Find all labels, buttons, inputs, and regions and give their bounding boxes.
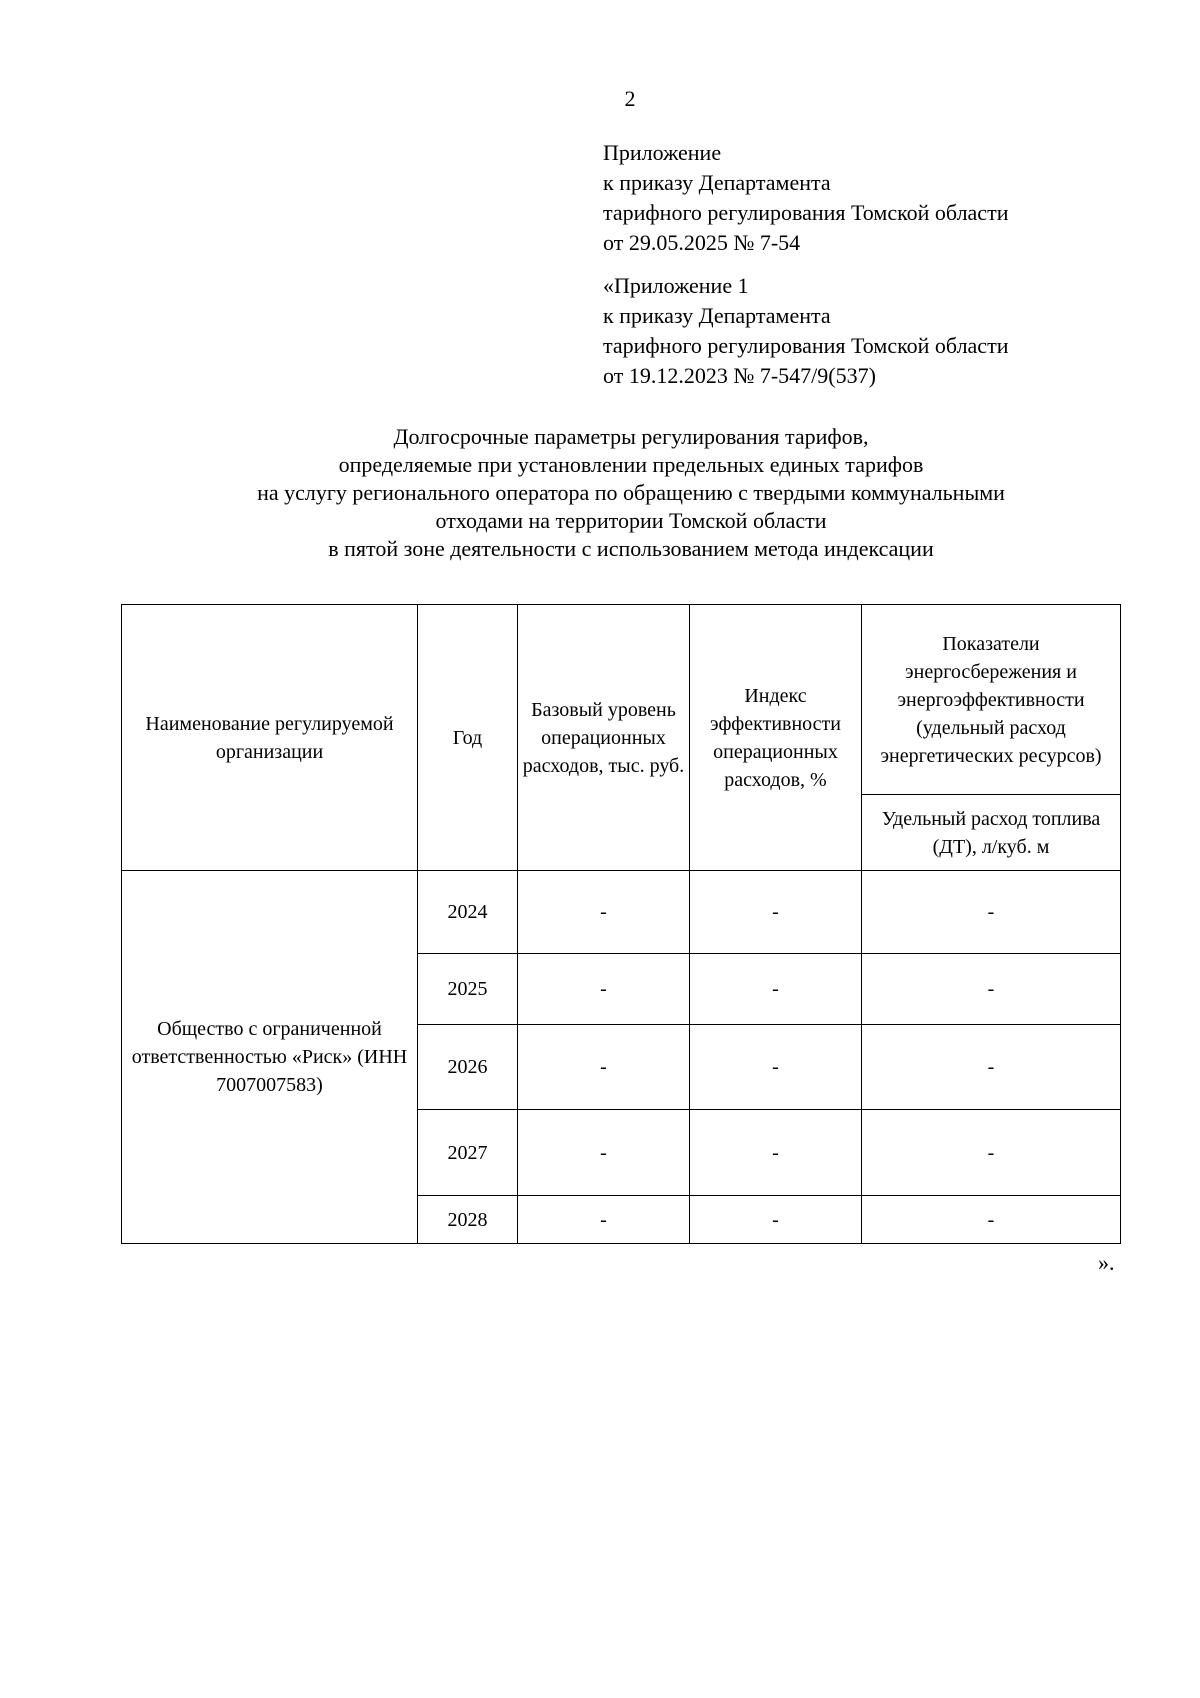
base-level-cell: - bbox=[518, 1196, 690, 1244]
appendix-line: от 29.05.2025 № 7-54 bbox=[603, 230, 801, 255]
title-line: определяемые при установлении предельных единых тарифов bbox=[338, 452, 924, 477]
fuel-consumption-cell: - bbox=[862, 871, 1121, 954]
appendix-line: Приложение bbox=[603, 140, 722, 165]
page-number: 2 bbox=[624, 86, 636, 111]
efficiency-index-cell: - bbox=[690, 1196, 862, 1244]
table-row bbox=[122, 871, 1121, 954]
appendix-line: от 19.12.2023 № 7-547/9(537) bbox=[603, 363, 876, 388]
base-level-cell: - bbox=[518, 1025, 690, 1110]
header-organization: Наименование регулируемой организации bbox=[122, 605, 418, 871]
closing-quote: ». bbox=[1098, 1250, 1115, 1275]
base-level-cell: - bbox=[518, 871, 690, 954]
title-line: Долгосрочные параметры регулирования тарифов, bbox=[393, 424, 869, 449]
title-line: отходами на территории Томской области bbox=[435, 508, 827, 533]
year-cell: 2028 bbox=[418, 1196, 518, 1244]
fuel-consumption-cell: - bbox=[862, 1025, 1121, 1110]
appendix-line: тарифного регулирования Томской области bbox=[603, 333, 1009, 358]
fuel-consumption-cell: - bbox=[862, 1110, 1121, 1196]
year-cell: 2027 bbox=[418, 1110, 518, 1196]
appendix-current-header bbox=[603, 138, 1008, 258]
header-base-level: Базовый уровень операционных расходов, тыс. руб. bbox=[518, 605, 690, 871]
base-level-cell: - bbox=[518, 1110, 690, 1196]
efficiency-index-cell: - bbox=[690, 871, 862, 954]
title-line: в пятой зоне деятельности с использованием метода индексации bbox=[328, 536, 934, 561]
parameters-table bbox=[121, 604, 1121, 1244]
efficiency-index-cell: - bbox=[690, 1110, 862, 1196]
fuel-consumption-cell: - bbox=[862, 1196, 1121, 1244]
fuel-consumption-cell: - bbox=[862, 954, 1121, 1025]
year-cell: 2024 bbox=[418, 871, 518, 954]
appendix-line: тарифного регулирования Томской области bbox=[603, 200, 1009, 225]
document-title bbox=[120, 423, 1142, 563]
appendix-previous-header bbox=[603, 271, 1008, 391]
appendix-line: к приказу Департамента bbox=[603, 170, 831, 195]
organization-name: Общество с ограниченной ответственностью «Риск» (ИНН 7007007583) bbox=[122, 871, 418, 1244]
header-fuel-consumption: Удельный расход топлива (ДТ), л/куб. м bbox=[862, 795, 1121, 871]
appendix-line: «Приложение 1 bbox=[603, 273, 749, 298]
header-efficiency-index: Индекс эффективности операционных расходов, % bbox=[690, 605, 862, 871]
appendix-line: к приказу Департамента bbox=[603, 303, 831, 328]
year-cell: 2025 bbox=[418, 954, 518, 1025]
header-energy-indicators: Показатели энергосбережения и энергоэффективности (удельный расход энергетических ресурсов) bbox=[862, 605, 1121, 795]
base-level-cell: - bbox=[518, 954, 690, 1025]
efficiency-index-cell: - bbox=[690, 954, 862, 1025]
header-year: Год bbox=[418, 605, 518, 871]
efficiency-index-cell: - bbox=[690, 1025, 862, 1110]
title-line: на услугу регионального оператора по обращению с твердыми коммунальными bbox=[257, 480, 1005, 505]
year-cell: 2026 bbox=[418, 1025, 518, 1110]
